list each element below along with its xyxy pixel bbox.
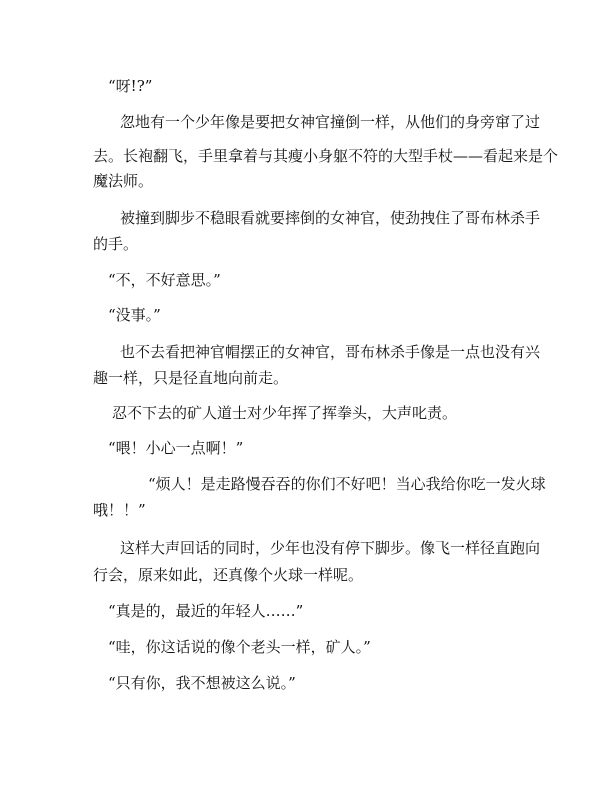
text-line-16: 行会，原来如此，还真像个火球一样呢。	[93, 566, 364, 584]
text-line-5: 被撞到脚步不稳眼看就要摔倒的女神官，使劲拽住了哥布林杀手	[120, 209, 541, 227]
text-line-4: 魔法师。	[93, 172, 154, 190]
text-line-8: “没事。”	[108, 306, 161, 324]
text-line-13: “烦人！是走路慢吞吞的你们不好吧！当心我给你吃一发火球	[148, 475, 546, 493]
text-line-3: 去。长袍翻飞，手里拿着与其瘦小身躯不符的大型手杖——看起来是个	[93, 147, 559, 165]
text-line-18: “哇，你这话说的像个老头一样，矿人。”	[108, 638, 371, 656]
text-line-2: 忽地有一个少年像是要把女神官撞倒一样，从他们的身旁窜了过	[120, 113, 541, 131]
text-line-11: 忍不下去的矿人道士对少年挥了挥拳头，大声叱责。	[112, 404, 458, 422]
text-line-9: 也不去看把神官帽摆正的女神官，哥布林杀手像是一点也没有兴	[120, 343, 541, 361]
text-line-15: 这样大声回话的同时，少年也没有停下脚步。像飞一样径直跑向	[120, 539, 541, 557]
text-line-7: “不，不好意思。”	[108, 271, 221, 289]
text-line-19: “只有你，我不想被这么说。”	[108, 674, 296, 692]
text-line-14: 哦！！”	[93, 501, 146, 519]
text-line-1: “呀!?”	[108, 77, 153, 95]
text-line-10: 趣一样，只是径直地向前走。	[93, 369, 289, 387]
text-line-12: “喂！小心一点啊！”	[108, 439, 244, 457]
text-line-17: “真是的，最近的年轻人……”	[108, 602, 304, 620]
text-line-6: 的手。	[93, 235, 139, 253]
